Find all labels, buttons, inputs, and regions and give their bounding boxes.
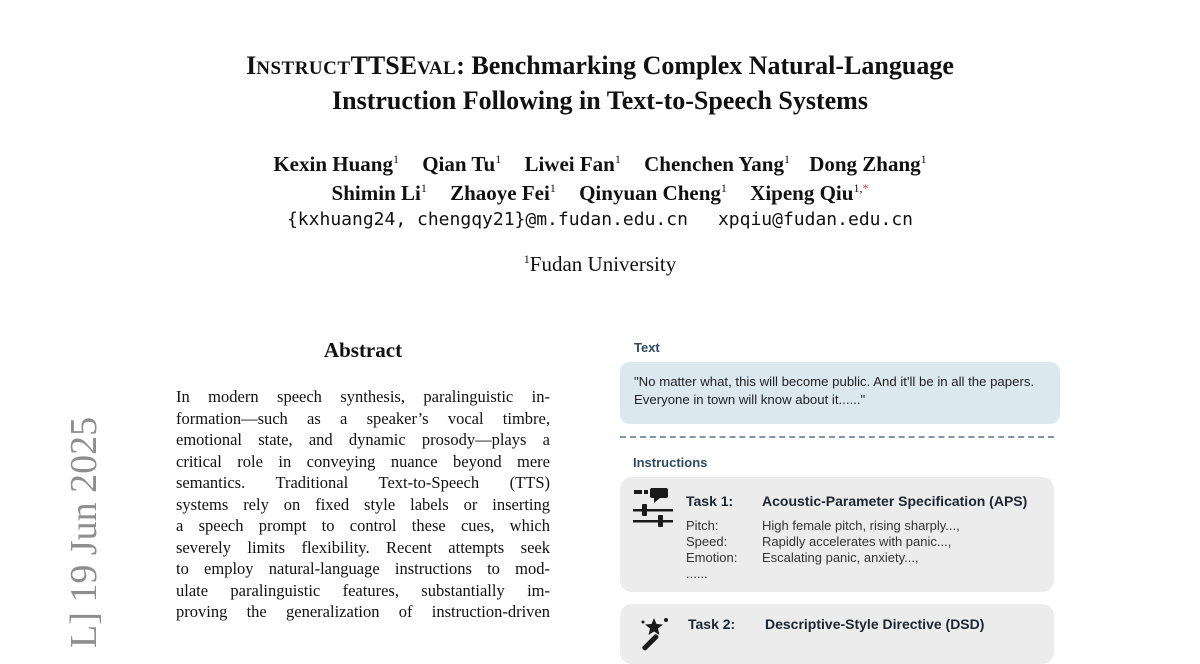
title-part: E bbox=[399, 51, 418, 80]
arxiv-stamp: L] 19 Jun 2025 bbox=[63, 416, 105, 648]
affiliation bbox=[0, 245, 1200, 278]
abstract-body bbox=[176, 386, 550, 623]
title-line-2: Instruction Following in Text-to-Speech Systems bbox=[332, 86, 868, 115]
text-example-box: "No matter what, this will become public. And it'll be in all the papers. Everyone in town will know about it......" bbox=[620, 362, 1060, 424]
author: Qinyuan Cheng$^1$ bbox=[579, 181, 727, 205]
magic-wand-icon bbox=[638, 614, 674, 659]
abstract-line: ulate paralinguistic features, substantially im- bbox=[176, 580, 550, 600]
author: Qian Tu$^1$ bbox=[422, 152, 502, 176]
task-1-more: ...... bbox=[686, 566, 708, 581]
author: Dong Zhang$^1$ bbox=[809, 152, 927, 176]
task-2-name: Descriptive-Style Directive (DSD) bbox=[765, 616, 985, 632]
task-1-row: Speed: Rapidly accelerates with panic..., bbox=[686, 534, 952, 549]
abstract-line: systems rely on fixed style labels or inserting bbox=[176, 494, 550, 514]
paper-title bbox=[0, 50, 1200, 117]
task-1-title: Task 1: bbox=[686, 493, 734, 509]
email-group: {kxhuang24, chengqy21}@m.fudan.edu.cn bbox=[286, 209, 688, 230]
title-line-1 bbox=[0, 50, 1200, 85]
instructions-section-label: Instructions bbox=[633, 455, 708, 470]
task-1-card bbox=[620, 477, 1054, 592]
author-emails bbox=[0, 207, 1200, 233]
abstract-line: severely limits flexibility. Recent attempts seek bbox=[176, 537, 550, 557]
title-part: VAL bbox=[417, 58, 457, 79]
author-line-1 bbox=[0, 150, 1200, 179]
section-divider bbox=[620, 436, 1054, 438]
abstract-line: to employ natural-language instructions to mod- bbox=[176, 559, 550, 578]
author: Chenchen Yang$^1$ bbox=[644, 152, 790, 176]
author: Zhaoye Fei$^1$ bbox=[450, 181, 556, 205]
title-part: I bbox=[246, 51, 257, 80]
task-1-row: Emotion: Escalating panic, anxiety..., bbox=[686, 550, 919, 565]
author: Liwei Fan$^1$ bbox=[524, 152, 621, 176]
affiliation-mark: 1 bbox=[523, 252, 530, 266]
abstract-line: emotional state, and dynamic prosody—plays a bbox=[176, 430, 550, 449]
author: Shimin Li$^1$ bbox=[331, 181, 427, 205]
author: Kexin Huang$^1$ bbox=[273, 152, 399, 176]
abstract-line: proving the generalization of instruction-driven bbox=[176, 602, 550, 621]
abstract-line: In modern speech synthesis, paralinguistic in- bbox=[176, 387, 550, 406]
sliders-icon bbox=[632, 487, 676, 536]
task-1-name: Acoustic-Parameter Specification (APS) bbox=[762, 493, 1028, 509]
email-single: xpqiu@fudan.edu.cn bbox=[717, 209, 914, 230]
abstract-heading: Abstract bbox=[323, 338, 403, 362]
author: Xipeng Qiu$^{1,*}$ bbox=[750, 181, 869, 205]
author-list bbox=[0, 150, 1200, 208]
title-part: NSTRUCT bbox=[256, 58, 351, 79]
task-1-row: Pitch: High female pitch, rising sharply..., bbox=[686, 518, 960, 533]
abstract-line: formation—such as a speaker’s vocal timbre, bbox=[176, 408, 550, 428]
author-line-2 bbox=[0, 179, 1200, 208]
abstract-line: semantics. Traditional Text-to-Speech (TTS) bbox=[176, 473, 550, 492]
corresponding-mark: * bbox=[862, 181, 869, 195]
affiliation-name: Fudan University bbox=[529, 252, 677, 276]
abstract-line: critical role in conveying nuance beyond mere bbox=[176, 451, 550, 471]
task-2-title: Task 2: bbox=[688, 616, 736, 632]
title-part: : Benchmarking Complex Natural-Language bbox=[456, 51, 954, 80]
title-part: TTS bbox=[350, 51, 400, 80]
task-2-card bbox=[620, 604, 1054, 664]
abstract-line: a speech prompt to control these cues, which bbox=[176, 516, 550, 535]
text-section-label: Text bbox=[634, 340, 660, 355]
